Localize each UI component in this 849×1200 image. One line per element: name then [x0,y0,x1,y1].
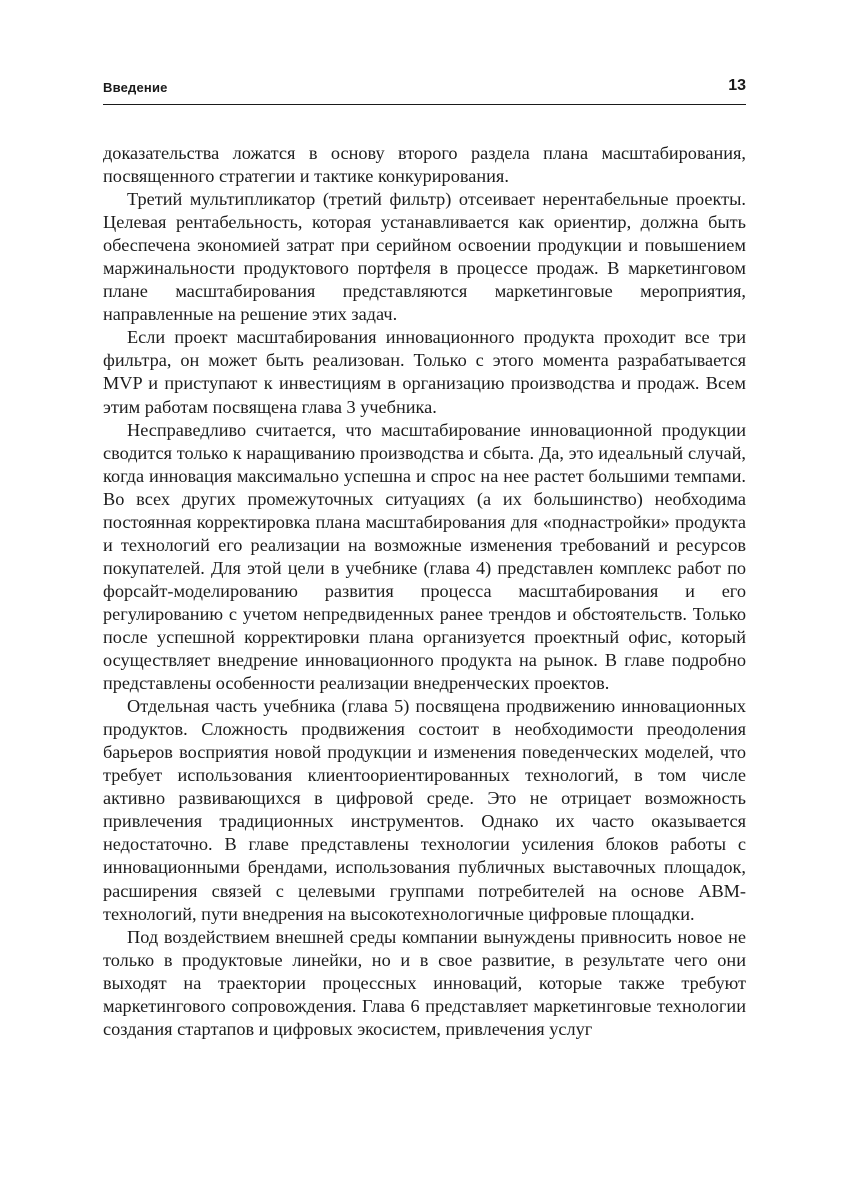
paragraph-1: доказательства ложатся в основу второго раздела плана масштабирования, посвященного стратегии и тактике конкурирования. [103,143,746,187]
paragraph-4: Несправедливо считается, что масштабирование инновационной продукции сводится только к наращиванию производства и сбыта. Да, это идеальный случай, когда инновация максимально успешна и спрос на нее растет большими темпами. Во всех других промежуточных ситуациях (а их большинство) необходима постоянная корректировка плана масштабирования для «поднастройки» продукта и технологий его реализации на возможные изменения требований и ресурсов покупателей. Для этой цели в учебнике (глава 4) представлен комплекс работ по форсайт-моделированию развития процесса масштабирования и его регулированию с учетом непредвиденных ранее трендов и обстоятельств. Только после успешной корректировки плана организуется проектный офис, который осуществляет внедрение инновационного продукта на рынок. В главе подробно представлены особенности реализации внедренческих проектов. [103,419,746,694]
section-title: Введение [103,80,168,95]
running-header [103,76,746,100]
paragraph-5: Отдельная часть учебника (глава 5) посвящена продвижению инновационных продуктов. Сложность продвижения состоит в необходимости преодоления барьеров восприятия новой продукции и изменения поведенческих моделей, что требует использования клиентоориентированных технологий, в том числе активно развивающихся в цифровой среде. Это не отрицает возможность привлечения традиционных инструментов. Однако их часто оказывается недостаточно. В главе представлены технологии усиления блоков работы с инновационными брендами, использования публичных выставочных площадок, расширения связей с целевыми группами потребителей на основе ABM-технологий, пути внедрения на высокотехнологичные цифровые площадки. [103,696,746,924]
body-text [103,142,746,1041]
paragraph-2: Третий мультипликатор (третий фильтр) отсеивает нерентабельные проекты. Целевая рентабельность, которая устанавливается как ориентир, должна быть обеспечена экономией затрат при серийном освоении продукции и повышением маржинальности продуктового портфеля в процессе продаж. В маркетинговом плане масштабирования представляются маркетинговые мероприятия, направленные на решение этих задач. [103,189,746,325]
paragraph-6: Под воздействием внешней среды компании вынуждены привносить новое не только в продуктовые линейки, но и в свое развитие, в результате чего они выходят на траектории процессных инноваций, которые также требуют маркетингового сопровождения. Глава 6 представляет маркетинговые технологии создания стартапов и цифровых экосистем, привлечения услуг [103,926,746,1039]
header-divider [103,104,746,105]
page-number: 13 [728,77,746,94]
paragraph-3: Если проект масштабирования инновационного продукта проходит все три фильтра, он может быть реализован. Только с этого момента разрабатывается MVP и приступают к инвестициям в организацию производства и продаж. Всем этим работам посвящена глава 3 учебника. [103,327,746,417]
